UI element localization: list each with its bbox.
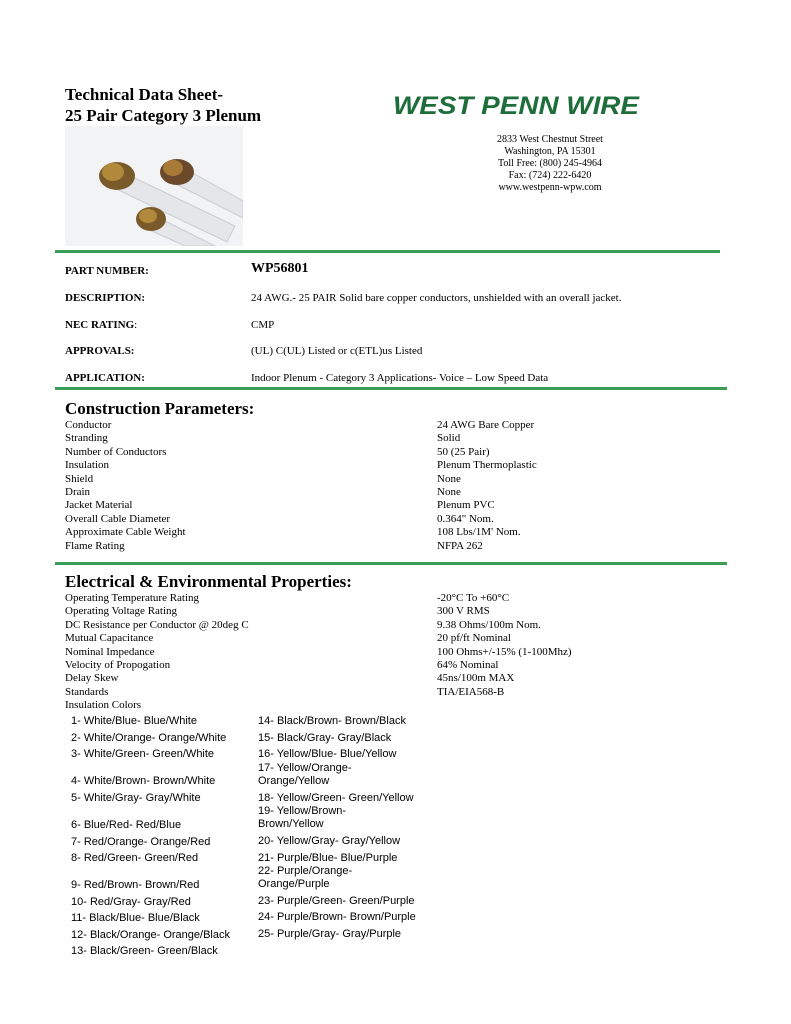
param-value: 100 Ohms+/-15% (1-100Mhz)	[437, 645, 572, 658]
param-label: Jacket Material	[65, 499, 133, 512]
param-value: Plenum Thermoplastic	[437, 459, 537, 472]
param-value: TIA/EIA568-B	[437, 685, 505, 698]
param-label: Operating Temperature Rating	[65, 592, 200, 604]
param-value: 9.38 Ohms/100m Nom.	[437, 618, 541, 631]
color-pair-item: 11- Black/Blue- Blue/Black	[71, 912, 200, 924]
color-pair-item: 16- Yellow/Blue- Blue/Yellow	[258, 748, 397, 760]
color-pair-item: 18- Yellow/Green- Green/Yellow	[258, 792, 414, 804]
param-value: Solid	[437, 432, 461, 445]
page-title	[65, 84, 261, 126]
color-pair-item: 12- Black/Orange- Orange/Black	[71, 929, 230, 941]
param-label: Approximate Cable Weight	[65, 526, 186, 539]
param-value: 45ns/100m MAX	[437, 672, 515, 685]
param-label: Nominal Impedance	[65, 645, 155, 658]
title-line-1: Technical Data Sheet-	[65, 85, 224, 104]
electrical-values	[437, 592, 572, 699]
param-value: 108 Lbs/1M' Nom.	[437, 526, 521, 539]
construction-values	[437, 419, 537, 553]
color-pair-item: 2- White/Orange- Orange/White	[71, 732, 227, 744]
color-pair-item: 10- Red/Gray- Gray/Red	[71, 896, 191, 908]
divider-construction	[55, 562, 727, 565]
param-label: Flame Rating	[65, 539, 125, 552]
fax-line: Fax: (724) 222-6420	[508, 170, 592, 181]
phone-line: Toll Free: (800) 245-4964	[497, 158, 602, 169]
cable-photo	[65, 126, 243, 246]
nec-rating-value: CMP	[251, 319, 275, 331]
title-line-2: 25 Pair Category 3 Plenum	[65, 106, 262, 125]
insulation-colors-right	[258, 715, 416, 944]
color-pair-line: 17- Yellow/Orange-	[258, 762, 352, 774]
color-pair-item: 4- White/Brown- Brown/White	[71, 775, 216, 787]
nec-rating-label	[65, 319, 137, 331]
param-value: 20 pf/ft Nominal	[437, 632, 511, 645]
color-pair-item: 7- Red/Orange- Orange/Red	[71, 836, 211, 848]
param-value: Plenum PVC	[437, 499, 495, 512]
approvals-value: (UL) C(UL) Listed or c(ETL)us Listed	[251, 345, 423, 357]
color-pair-item: 1- White/Blue- Blue/White	[71, 715, 197, 727]
color-pair-item	[258, 805, 416, 835]
param-label: DC Resistance per Conductor @ 20deg C	[65, 618, 249, 631]
color-pair-line: Orange/Yellow	[258, 775, 330, 787]
param-value: 24 AWG Bare Copper	[437, 419, 535, 431]
application-value: Indoor Plenum - Category 3 Applications- Voice – Low Speed Data	[251, 372, 549, 384]
color-pair-line: Brown/Yellow	[258, 818, 324, 830]
divider-info	[55, 387, 727, 390]
param-value: None	[437, 472, 461, 485]
param-value: 64% Nominal	[437, 659, 499, 672]
electrical-labels	[65, 592, 249, 713]
param-label: Delay Skew	[65, 672, 119, 685]
color-pair-item: 21- Purple/Blue- Blue/Purple	[258, 852, 398, 864]
param-label: Number of Conductors	[65, 445, 167, 458]
color-pair-item: 24- Purple/Brown- Brown/Purple	[258, 911, 416, 923]
company-logo	[393, 88, 643, 120]
description-value: 24 AWG.- 25 PAIR Solid bare copper conductors, unshielded with an overall jacket.	[251, 292, 622, 304]
address-line: 2833 West Chestnut Street	[497, 134, 603, 145]
param-label: Insulation	[65, 459, 109, 472]
color-pair-line: 22- Purple/Orange-	[258, 865, 353, 877]
color-pair-item: 3- White/Green- Green/White	[71, 748, 215, 760]
address-line: Washington, PA 15301	[504, 146, 596, 157]
description-label: DESCRIPTION:	[65, 292, 146, 304]
application-label: APPLICATION:	[65, 372, 145, 384]
color-pair-item: 13- Black/Green- Green/Black	[71, 945, 218, 957]
param-label: Insulation Colors	[65, 699, 142, 712]
part-number-value: WP56801	[251, 261, 309, 276]
part-number-label: PART NUMBER:	[65, 265, 149, 277]
approvals-label: APPROVALS:	[65, 345, 135, 357]
param-label: Overall Cable Diameter	[65, 512, 171, 525]
param-label: Mutual Capacitance	[65, 632, 154, 645]
color-pair-item: 23- Purple/Green- Green/Purple	[258, 895, 415, 907]
color-pair-line: 19- Yellow/Brown-	[258, 805, 347, 817]
param-value: 300 V RMS	[437, 605, 490, 618]
param-label: Velocity of Propogation	[65, 659, 171, 672]
param-label: Conductor	[65, 419, 112, 431]
param-value: 0.364" Nom.	[437, 512, 494, 525]
param-value: None	[437, 486, 461, 499]
nec-rating-label-text: NEC RATING	[65, 319, 135, 331]
param-value: 50 (25 Pair)	[437, 445, 490, 458]
color-pair-item: 8- Red/Green- Green/Red	[71, 852, 199, 864]
company-address	[460, 134, 640, 194]
param-value: NFPA 262	[437, 539, 483, 552]
param-label: Drain	[65, 486, 91, 499]
color-pair-item: 5- White/Gray- Gray/White	[71, 792, 201, 804]
param-value: -20°C To +60°C	[437, 592, 510, 604]
website-line: www.westpenn-wpw.com	[498, 182, 602, 193]
param-label: Stranding	[65, 432, 108, 445]
param-label: Standards	[65, 685, 109, 698]
color-pair-item	[258, 762, 416, 792]
color-pair-item: 14- Black/Brown- Brown/Black	[258, 715, 406, 727]
color-pair-item: 20- Yellow/Gray- Gray/Yellow	[258, 835, 401, 847]
color-pair-item: 25- Purple/Gray- Gray/Purple	[258, 928, 402, 940]
insulation-colors-left	[71, 715, 230, 961]
electrical-title: Electrical & Environmental Properties:	[65, 572, 352, 591]
construction-title: Construction Parameters:	[65, 399, 255, 418]
color-pair-item: 15- Black/Gray- Gray/Black	[258, 732, 392, 744]
color-pair-item: 6- Blue/Red- Red/Blue	[71, 819, 182, 831]
nec-rating-colon: :	[134, 319, 138, 331]
color-pair-line: Orange/Purple	[258, 878, 330, 890]
color-pair-item	[258, 865, 416, 895]
divider-top	[55, 250, 720, 253]
param-label: Operating Voltage Rating	[65, 605, 178, 618]
construction-labels	[65, 419, 186, 553]
param-label: Shield	[65, 472, 94, 485]
brand-name: WEST PENN WIRE	[393, 92, 641, 120]
color-pair-item: 9- Red/Brown- Brown/Red	[71, 879, 200, 891]
